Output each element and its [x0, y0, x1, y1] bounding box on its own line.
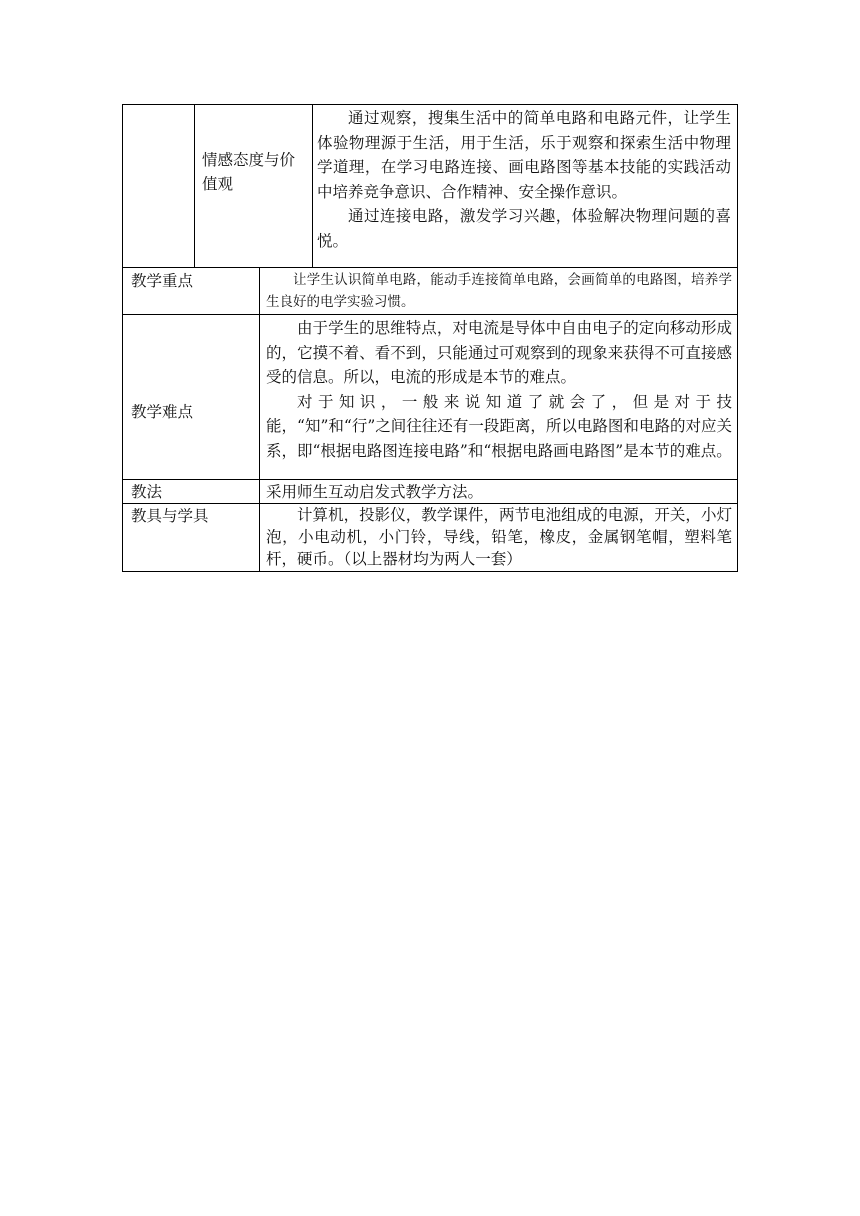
tools-text: 计算机，投影仪，教学课件，两节电池组成的电源，开关，小灯泡，小电动机，小门铃，导线，铅笔，橡皮，金属钢笔帽，塑料笔杆，硬币。（以上器材均为两人一套）	[266, 506, 732, 568]
attitude-paragraph-2: 通过连接电路，激发学习兴趣，体验解决物理问题的喜悦。	[317, 207, 731, 250]
method-label-cell	[131, 480, 255, 504]
table-rule	[312, 104, 313, 267]
table-rule	[737, 104, 738, 572]
difficulties-label-cell	[131, 400, 255, 424]
attitude-content-cell	[317, 106, 731, 253]
difficulties-label: 教学难点	[131, 403, 194, 421]
key-points-content-cell	[266, 269, 732, 313]
method-text: 采用师生互动启发式教学方法。	[266, 483, 484, 501]
difficulties-paragraph-2: 对于知识，一般来说知道了就会了，但是对于技能，“知”和“行”之间往往还有一段距离，所以电路图和电路的对应关系，即“根据电路图连接电路”和“根据电路画电路图”是本节的难点。	[266, 392, 732, 460]
table-rule	[259, 267, 260, 572]
difficulties-paragraph-1: 由于学生的思维特点，对电流是导体中自由电子的定向移动形成的，它摸不着、看不到，只能通过可观察到的现象来获得不可直接感受的信息。所以，电流的形成是本节的难点。	[266, 319, 732, 386]
table-rule	[194, 104, 195, 267]
table-rule	[122, 314, 738, 315]
attitude-paragraph-1: 通过观察，搜集生活中的简单电路和电路元件，让学生体验物理源于生活，用于生活，乐于观察和探索生活中物理学道理，在学习电路连接、画电路图等基本技能的实践活动中培养竞争意识、合作精神、安全操作意识。	[317, 109, 731, 201]
table-rule	[122, 104, 123, 572]
key-points-label-cell	[131, 269, 255, 293]
table-rule	[122, 267, 738, 268]
difficulties-content-cell	[266, 316, 732, 463]
table-rule	[122, 571, 738, 572]
method-label: 教法	[131, 483, 163, 501]
tools-label: 教具与学具	[131, 507, 209, 525]
key-points-label: 教学重点	[131, 272, 194, 290]
attitude-label: 情感态度与价值观	[202, 151, 296, 193]
method-content-cell	[266, 480, 732, 504]
table-rule	[122, 104, 738, 105]
key-points-text: 让学生认识简单电路，能动手连接简单电路，会画简单的电路图，培养学生良好的电学实验习惯。	[266, 272, 732, 310]
tools-content-cell	[266, 504, 732, 570]
tools-label-cell	[131, 504, 255, 528]
attitude-label-cell	[202, 148, 306, 196]
